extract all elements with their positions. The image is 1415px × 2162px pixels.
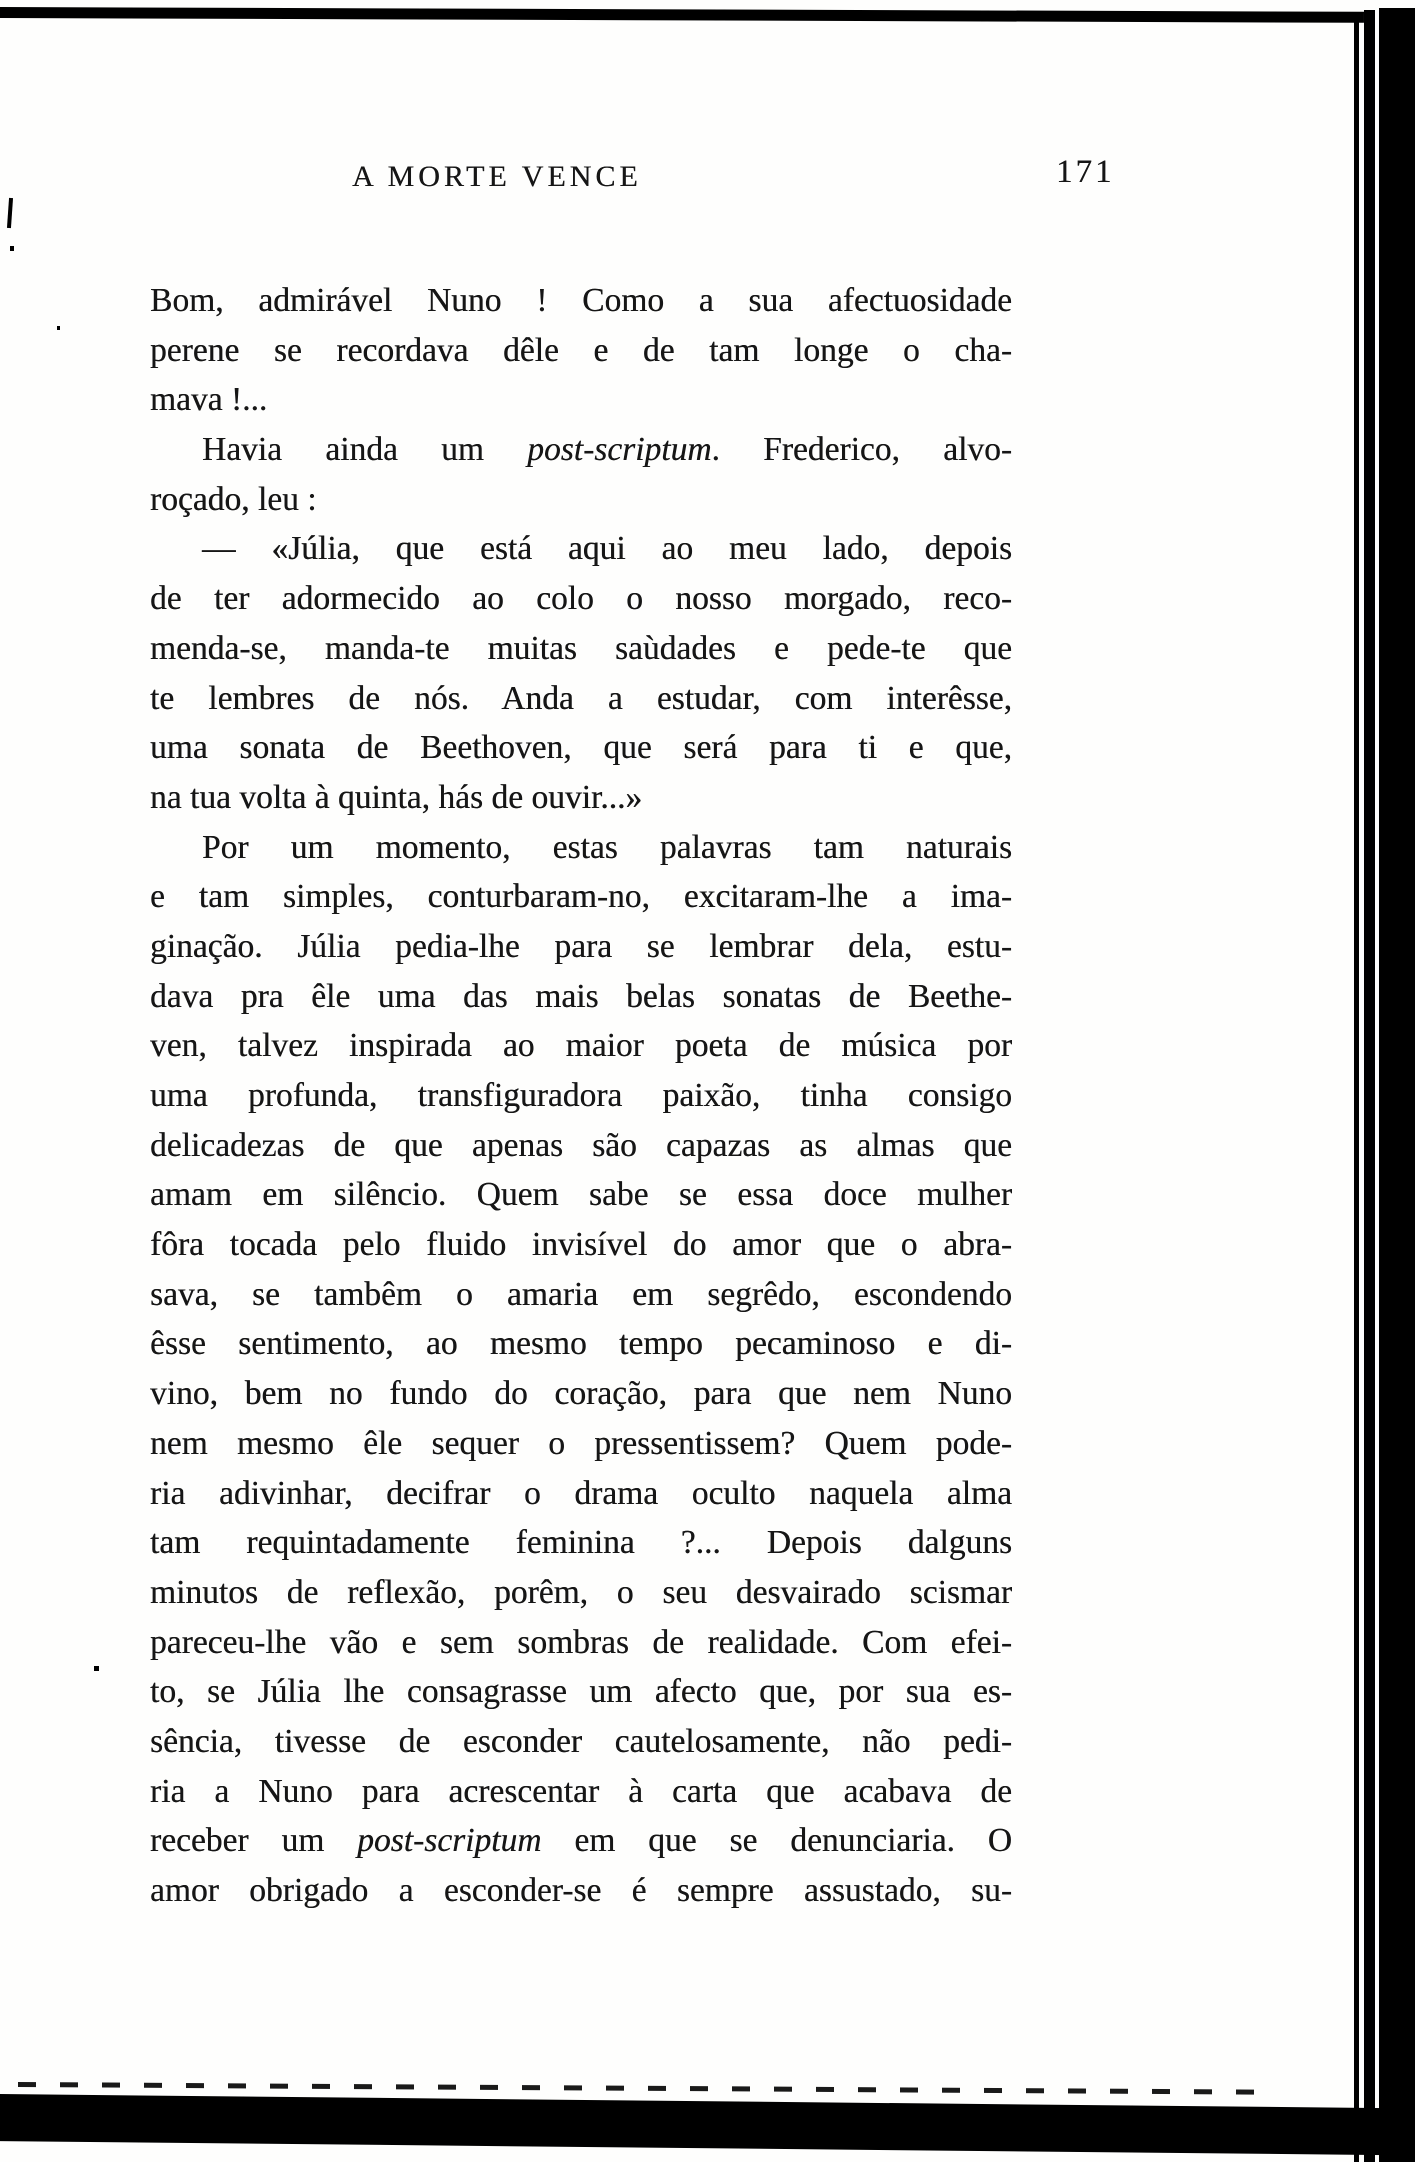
text-segment: êsse sentimento, ao mesmo tempo pecaminoso e di- — [150, 1325, 1012, 1363]
text-segment: pareceu-lhe vão e sem sombras de realidade. Com efei- — [150, 1623, 1012, 1661]
text-line — [150, 773, 1012, 823]
scan-speck — [7, 198, 13, 228]
scan-artifact-right-stripe-thin — [1354, 12, 1359, 2162]
scan-speck — [94, 1666, 99, 1671]
text-segment: Por um momento, estas palavras tam naturais — [202, 828, 1012, 866]
text-segment: tam requintadamente feminina ?... Depois dalguns — [150, 1524, 1012, 1562]
text-segment: dava pra êle uma das mais belas sonatas de Beethe- — [150, 977, 1012, 1015]
text-line — [150, 375, 1012, 425]
text-line — [150, 1816, 1012, 1866]
text-line — [150, 425, 1012, 475]
text-line — [150, 823, 1012, 873]
text-line — [150, 276, 1012, 326]
text-line — [150, 1518, 1012, 1568]
text-segment: menda-se, manda-te muitas saùdades e pede-te que — [150, 629, 1012, 667]
text-segment: amam em silêncio. Quem sabe se essa doce mulher — [150, 1176, 1012, 1214]
italic-text-segment: post-scriptum — [527, 431, 712, 469]
text-line — [150, 1618, 1012, 1668]
text-segment: uma profunda, transfiguradora paixão, tinha consigo — [150, 1077, 1012, 1114]
text-line — [150, 1419, 1012, 1469]
text-line — [150, 1767, 1012, 1817]
text-line — [150, 972, 1012, 1022]
text-line — [150, 624, 1012, 674]
text-segment: vino, bem no fundo do coração, para que nem Nuno — [150, 1375, 1012, 1413]
text-segment: roçado, leu : — [150, 480, 317, 518]
text-line — [150, 1220, 1012, 1270]
text-line — [150, 1866, 1012, 1916]
italic-text-segment: post-scriptum — [357, 1822, 542, 1860]
page-number: 171 — [1056, 154, 1115, 190]
text-segment: ria a Nuno para acrescentar à carta que acabava de — [150, 1772, 1012, 1810]
text-segment: — «Júlia, que está aqui ao meu lado, depois — [202, 530, 1012, 568]
text-line — [150, 723, 1012, 773]
text-segment: te lembres de nós. Anda a estudar, com interêsse, — [150, 679, 1012, 717]
text-segment: ginação. Júlia pedia-lhe para se lembrar dela, estu- — [150, 927, 1012, 965]
page-text — [150, 276, 1012, 1916]
scan-artifact-bottom-dashes — [18, 2082, 1258, 2095]
text-line — [150, 674, 1012, 724]
scan-artifact-top-edge — [0, 7, 1364, 23]
scan-speck — [57, 326, 60, 330]
text-line — [150, 922, 1012, 972]
text-line — [150, 524, 1012, 574]
text-segment: Havia ainda um — [202, 431, 528, 469]
text-line — [150, 1270, 1012, 1320]
text-line — [150, 1369, 1012, 1419]
text-segment: Bom, admirável Nuno ! Como a sua afectuosidade — [150, 282, 1012, 319]
text-line — [150, 475, 1012, 525]
text-line — [150, 1667, 1012, 1717]
text-segment: na tua volta à quinta, hás de ouvir...» — [150, 778, 643, 816]
text-segment: fôra tocada pelo fluido invisível do amor que o abra- — [150, 1226, 1012, 1264]
text-segment: mava !... — [150, 381, 268, 419]
scan-artifact-bottom-edge — [0, 2094, 1415, 2155]
text-segment: nem mesmo êle sequer o pressentissem? Quem pode- — [150, 1424, 1012, 1462]
text-segment: perene se recordava dêle e de tam longe o cha- — [150, 331, 1012, 369]
text-segment: . Frederico, alvo- — [711, 431, 1012, 469]
text-segment: de ter adormecido ao colo o nosso morgado, reco- — [150, 580, 1012, 618]
scan-artifact-right-stripe-medium — [1364, 10, 1375, 2162]
text-line — [150, 872, 1012, 922]
text-segment: amor obrigado a esconder-se é sempre assustado, su- — [150, 1872, 1012, 1909]
text-line — [150, 326, 1012, 376]
text-line — [150, 1071, 1012, 1121]
text-segment: sava, se tambêm o amaria em segrêdo, escondendo — [150, 1275, 1012, 1313]
text-line — [150, 1319, 1012, 1369]
text-line — [150, 1021, 1012, 1071]
text-segment: receber um — [150, 1822, 358, 1860]
text-segment: em que se denunciaria. O — [541, 1822, 1012, 1860]
text-segment: sência, tivesse de esconder cautelosamente, não pedi- — [150, 1722, 1012, 1760]
scan-speck — [10, 246, 14, 251]
text-segment: to, se Júlia lhe consagrasse um afecto que, por sua es- — [150, 1673, 1012, 1711]
text-segment: minutos de reflexão, porêm, o seu desvairado scismar — [150, 1573, 1012, 1611]
text-segment: e tam simples, conturbaram-no, excitaram-lhe a ima- — [150, 878, 1012, 916]
text-line — [150, 574, 1012, 624]
text-line — [150, 1568, 1012, 1618]
text-segment: delicadezas de que apenas são capazas as almas que — [150, 1126, 1012, 1164]
text-segment: ven, talvez inspirada ao maior poeta de música por — [150, 1027, 1012, 1065]
text-line — [150, 1717, 1012, 1767]
text-segment: ria adivinhar, decifrar o drama oculto naquela alma — [150, 1474, 1012, 1512]
text-line — [150, 1121, 1012, 1171]
text-line — [150, 1469, 1012, 1519]
running-header-title: A MORTE VENCE — [352, 160, 642, 193]
text-line — [150, 1170, 1012, 1220]
scan-artifact-right-stripe-wide — [1379, 8, 1415, 2162]
text-segment: uma sonata de Beethoven, que será para ti e que, — [150, 729, 1012, 767]
